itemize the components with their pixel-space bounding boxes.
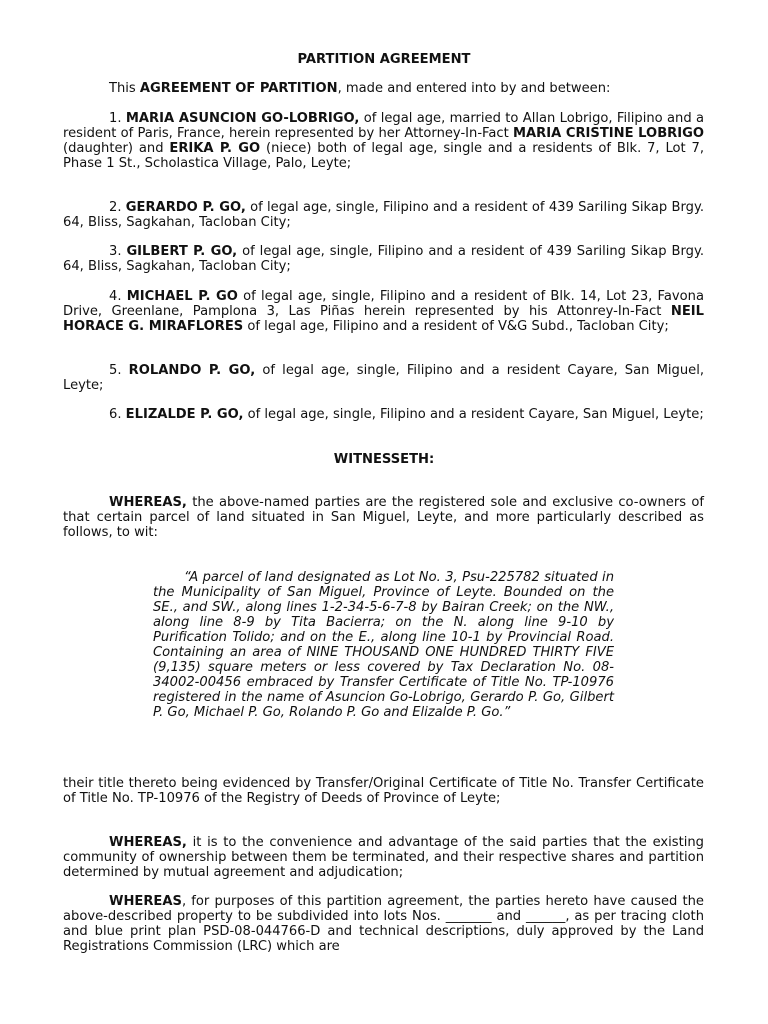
whereas-text: , for purposes of this partition agreement, the parties hereto have caused the above-described property to be subdivided into lots Nos. _______ and ______, as per tracing cloth and blue print plan PSD-08-044766-D and technical descriptions, duly approved by the Land Registrations Commission (LRC) which are (63, 894, 704, 954)
party-name: MICHAEL P. GO (126, 289, 238, 304)
attorney-name: ERIKA P. GO (169, 141, 261, 156)
party-1-paragraph (63, 111, 704, 171)
party-3-paragraph (63, 244, 704, 274)
whereas-term: WHEREAS, (109, 835, 187, 850)
whereas-text: it is to the convenience and advantage of the said parties that the existing community of ownership between them be terminated, and their respective shares and partition determined by mutual agreement and adjudication; (63, 835, 704, 880)
party-2-paragraph (63, 200, 704, 230)
party-details: of legal age, single, Filipino and a resident of 439 Sariling Sikap Brgy. 64, Bliss, Sagkahan, Tacloban City; (63, 244, 704, 274)
party-number: 6. (109, 407, 126, 422)
party-details: of legal age, Filipino and a resident of V&G Subd., Tacloban City; (243, 319, 669, 334)
party-details: of legal age, married to Allan Lobrigo, Filipino and a resident of Paris, France, herein represented by her Attorney-In-Fact (63, 111, 704, 141)
agreement-term: AGREEMENT OF PARTITION (139, 81, 338, 96)
whereas-1-paragraph (63, 495, 704, 540)
intro-text-end: , made and entered into by and between: (337, 81, 611, 96)
party-name: ROLANDO P. GO, (128, 363, 256, 378)
title-evidence-paragraph: their title thereto being evidenced by Transfer/Original Certificate of Title No. Transfer Certificate of Title No. TP-10976 of the Registry of Deeds of Province of Leyte; (63, 776, 704, 806)
intro-paragraph (63, 81, 704, 96)
party-number: 3. (109, 244, 127, 259)
attorney-name: MARIA CRISTINE LOBRIGO (512, 126, 705, 141)
party-details: of legal age, single, Filipino and a resident Cayare, San Miguel, Leyte; (63, 363, 705, 393)
party-name: ELIZALDE P. GO, (125, 407, 244, 422)
party-4-paragraph (63, 289, 704, 334)
whereas-text: the above-named parties are the registered sole and exclusive co-owners of that certain parcel of land situated in San Miguel, Leyte, and more particularly described as follows, to wit: (63, 495, 704, 540)
party-details: of legal age, single, Filipino and a resident Cayare, San Miguel, Leyte; (243, 407, 704, 422)
whereas-2-paragraph (63, 835, 704, 880)
party-name: GERARDO P. GO, (125, 200, 246, 215)
party-details: of legal age, single, Filipino and a resident of Blk. 14, Lot 23, Favona Drive, Greenlane, Pamplona 3, Las Piñas herein represented by his Attonrey-In-Fact (63, 289, 704, 319)
land-description-quote: “A parcel of land designated as Lot No. 3, Psu-225782 situated in the Municipality of San Miguel, Province of Leyte. Bounded on the SE., and SW., along lines 1-2-34-5-6-7-8 by Bairan Creek; on the NW., along line 8-9 by Tita Bacierra; on the N. along line 9-10 by Purification Tolido; and on the E., along line 10-1 by Provincial Road. Containing an area of NINE THOUSAND ONE HUNDRED THIRTY FIVE (9,135) square meters or less covered by Tax Declaration No. 08-34002-00456 embraced by Transfer Certificate of Title No. TP-10976 registered in the name of Asuncion Go-Lobrigo, Gerardo P. Go, Gilbert P. Go, Michael P. Go, Rolando P. Go and Elizalde P. Go.” (153, 570, 614, 720)
party-6-paragraph (63, 407, 704, 422)
attorney-name: NEIL HORACE G. MIRAFLORES (63, 304, 704, 334)
party-5-paragraph (63, 363, 704, 393)
party-name: GILBERT P. GO, (126, 244, 238, 259)
party-details: of legal age, single, Filipino and a resident of 439 Sariling Sikap Brgy. 64, Bliss, Sagkahan, Tacloban City; (63, 200, 705, 230)
witnesseth-heading: WITNESSETH: (333, 452, 435, 467)
party-number: 4. (109, 289, 127, 304)
intro-text: This (109, 81, 140, 96)
party-number: 5. (109, 363, 129, 378)
party-details: (daughter) and (63, 141, 170, 156)
document-title: PARTITION AGREEMENT (297, 52, 471, 67)
party-details: (niece) both of legal age, single and a residents of Blk. 7, Lot 7, Phase 1 St., Scholastica Village, Palo, Leyte; (63, 141, 704, 171)
party-number: 2. (109, 200, 126, 215)
whereas-3-paragraph (63, 894, 704, 954)
party-name: MARIA ASUNCION GO-LOBRIGO, (125, 111, 360, 126)
whereas-term: WHEREAS (109, 894, 182, 909)
whereas-term: WHEREAS, (109, 495, 187, 510)
party-number: 1. (109, 111, 126, 126)
